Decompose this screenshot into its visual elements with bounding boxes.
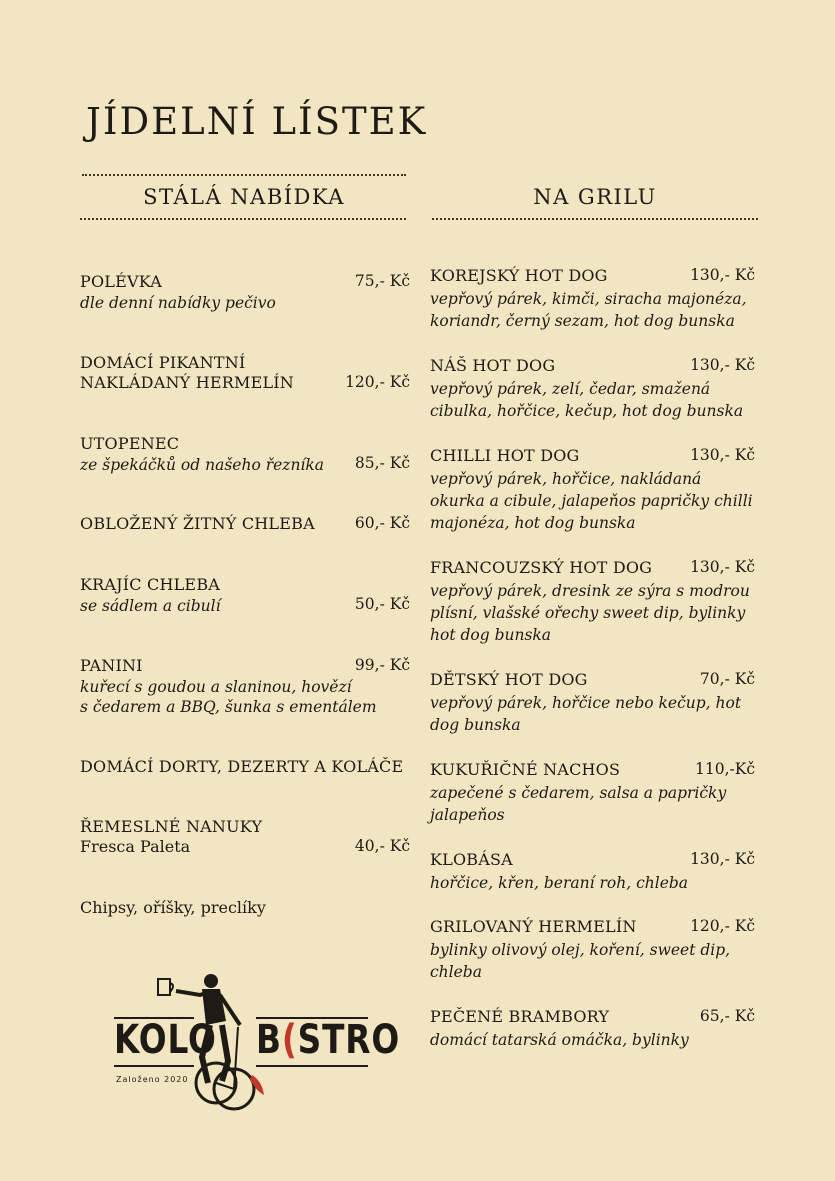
item-price: 130,- Kč	[690, 266, 755, 284]
item-price: 130,- Kč	[690, 446, 755, 464]
item-description: koriandr, černý sezam, hot dog bunska	[430, 312, 735, 330]
menu-item	[430, 850, 755, 894]
divider	[432, 218, 758, 220]
menu-item	[80, 434, 410, 476]
item-subtitle: Fresca Paleta	[80, 837, 191, 856]
menu-item	[80, 656, 410, 718]
item-name: CHILLI HOT DOG	[430, 446, 580, 465]
menu-item	[430, 1007, 755, 1051]
divider	[82, 174, 406, 176]
item-name: OBLOŽENÝ ŽITNÝ CHLEBA	[80, 514, 315, 533]
item-description: cibulka, hořčice, kečup, hot dog bunska	[430, 402, 744, 420]
item-description: kuřecí s goudou a slaninou, hovězí	[80, 678, 352, 696]
item-name: DOMÁCÍ DORTY, DEZERTY A KOLÁČE	[80, 757, 404, 776]
logo-word-bistro	[256, 1017, 400, 1063]
item-name: ŘEMESLNÉ NANUKY	[80, 817, 263, 836]
item-name: FRANCOUZSKÝ HOT DOG	[430, 558, 653, 577]
item-price: 60,- Kč	[354, 514, 410, 532]
menu-item	[430, 446, 755, 534]
item-description: bylinky olivový olej, koření, sweet dip,	[430, 941, 731, 959]
menu-item	[430, 670, 755, 736]
item-price: 130,- Kč	[690, 356, 755, 374]
divider	[80, 218, 406, 220]
item-description: vepřový párek, zelí, čedar, smažená	[430, 380, 711, 398]
logo-rule	[256, 1065, 368, 1067]
item-description: domácí tatarská omáčka, bylinky	[430, 1031, 689, 1049]
item-description: vepřový párek, dresink ze sýra s modrou	[430, 582, 750, 600]
item-name: UTOPENEC	[80, 434, 180, 453]
item-description: chleba	[430, 963, 482, 981]
page-title: JÍDELNÍ LÍSTEK	[86, 100, 428, 143]
menu-item	[430, 917, 755, 983]
menu-item	[80, 575, 410, 617]
item-description: ze špekáčků od našeho řezníka	[80, 456, 325, 474]
logo-letter-b: B	[256, 1017, 282, 1063]
menu-item	[430, 760, 755, 826]
item-price: 65,- Kč	[699, 1007, 755, 1025]
item-description: hot dog bunska	[430, 626, 552, 644]
item-name: KUKUŘIČNÉ NACHOS	[430, 760, 621, 779]
section-heading-grill: NA GRILU	[533, 185, 657, 209]
item-price: 110,-Kč	[694, 760, 755, 778]
item-price: 85,- Kč	[354, 454, 410, 472]
item-name: KRAJÍC CHLEBA	[80, 575, 221, 594]
item-description: jalapeňos	[430, 806, 505, 824]
item-description: vepřový párek, hořčice nebo kečup, hot	[430, 694, 742, 712]
item-name: NÁŠ HOT DOG	[430, 356, 556, 375]
item-name: KOREJSKÝ HOT DOG	[430, 266, 608, 285]
menu-item	[430, 558, 755, 646]
section-heading-fixed: STÁLÁ NABÍDKA	[143, 185, 345, 209]
logo-word-kolo: KOLO	[114, 1017, 217, 1063]
item-price: 70,- Kč	[699, 670, 755, 688]
menu-item	[80, 353, 410, 393]
item-name: PANINI	[80, 656, 143, 675]
menu-item	[80, 817, 410, 857]
item-description: se sádlem a cibulí	[80, 597, 221, 615]
item-name: DĚTSKÝ HOT DOG	[430, 670, 588, 689]
item-description: majonéza, hot dog bunska	[430, 514, 636, 532]
item-name: POLÉVKA	[80, 272, 163, 291]
item-price: 130,- Kč	[690, 558, 755, 576]
logo-founded: Založeno 2020	[116, 1075, 189, 1084]
item-description: dog bunska	[430, 716, 521, 734]
item-price: 75,- Kč	[354, 272, 410, 290]
item-price: 99,- Kč	[354, 656, 410, 674]
item-price: 50,- Kč	[354, 595, 410, 613]
menu-item	[80, 757, 410, 777]
item-price: 120,- Kč	[345, 373, 410, 391]
item-description: vepřový párek, hořčice, nakládaná	[430, 470, 702, 488]
item-description: dle denní nabídky pečivo	[80, 294, 276, 312]
menu-item	[430, 356, 755, 422]
item-description: zapečené s čedarem, salsa a papričky	[430, 784, 727, 802]
item-price: 40,- Kč	[354, 837, 410, 855]
logo-rule	[114, 1065, 194, 1067]
item-name: PEČENÉ BRAMBORY	[430, 1007, 610, 1026]
item-name: GRILOVANÝ HERMELÍN	[430, 917, 637, 936]
item-name: KLOBÁSA	[430, 850, 513, 869]
item-description: okurka a cibule, jalapeňos papričky chilli	[430, 492, 753, 510]
item-price: 120,- Kč	[690, 917, 755, 935]
item-name: DOMÁCÍ PIKANTNÍ	[80, 353, 246, 372]
menu-item	[80, 272, 410, 314]
item-description: vepřový párek, kimči, siracha majonéza,	[430, 290, 747, 308]
logo-word-bistro-rest: STRO	[297, 1017, 401, 1063]
item-description: plísní, vlašské ořechy sweet dip, bylinky	[430, 604, 746, 622]
menu-item	[80, 514, 410, 534]
item-description: hořčice, křen, beraní roh, chleba	[430, 874, 689, 892]
item-price: 130,- Kč	[690, 850, 755, 868]
extras-text: Chipsy, oříšky, preclíky	[80, 898, 266, 917]
chili-icon: (	[281, 1017, 298, 1063]
item-name: NAKLÁDANÝ HERMELÍN	[80, 373, 295, 392]
menu-item	[430, 266, 755, 332]
kolo-bistro-logo	[110, 965, 401, 1115]
item-description: s čedarem a BBQ, šunka s ementálem	[80, 698, 377, 716]
